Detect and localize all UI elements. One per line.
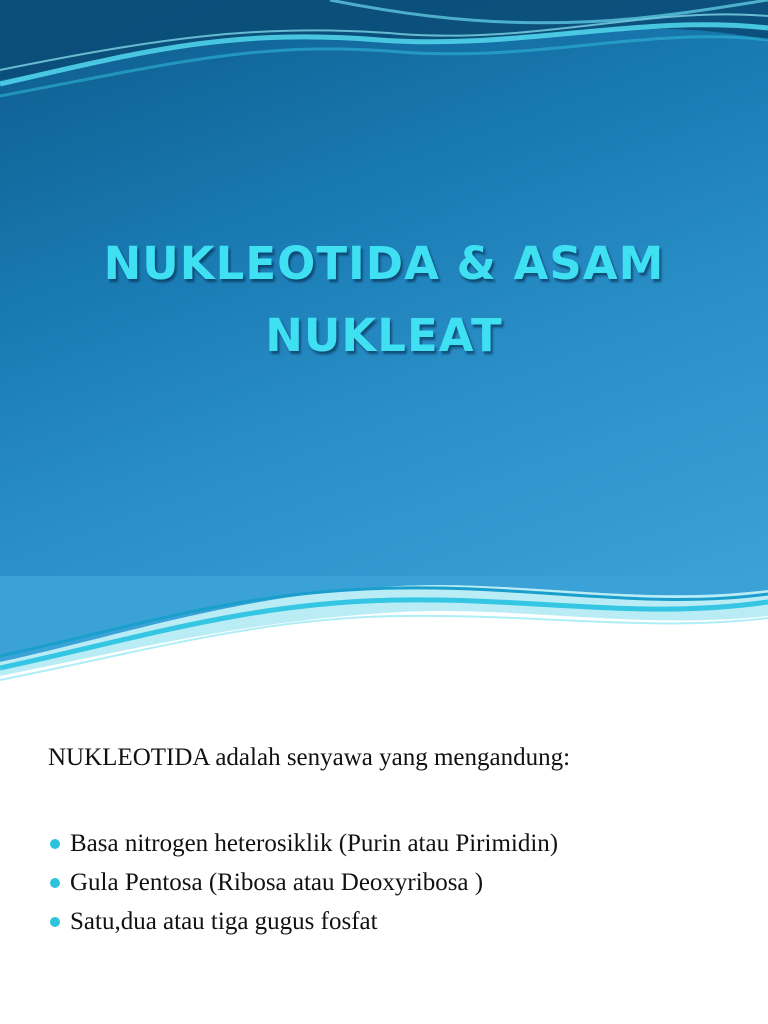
definition-text: NUKLEOTIDA adalah senyawa yang mengandung: [48,744,571,771]
list-item-text: Basa nitrogen heterosiklik (Purin atau Pirimidin) [70,830,559,857]
list-item [48,902,558,941]
bullet-dot-icon [50,878,60,888]
slide-title: NUKLEOTIDA & ASAM NUKLEAT [103,237,665,362]
list-item [48,824,558,863]
bullet-dot-icon [50,839,60,849]
content-wave-decoration [0,576,768,686]
list-item [48,863,558,902]
bullet-dot-icon [50,917,60,927]
content-slide [0,576,768,1024]
list-item-text: Satu,dua atau tiga gugus fosfat [70,908,378,935]
component-list [48,824,558,941]
list-item-text: Gula Pentosa (Ribosa atau Deoxyribosa ) [70,869,484,896]
